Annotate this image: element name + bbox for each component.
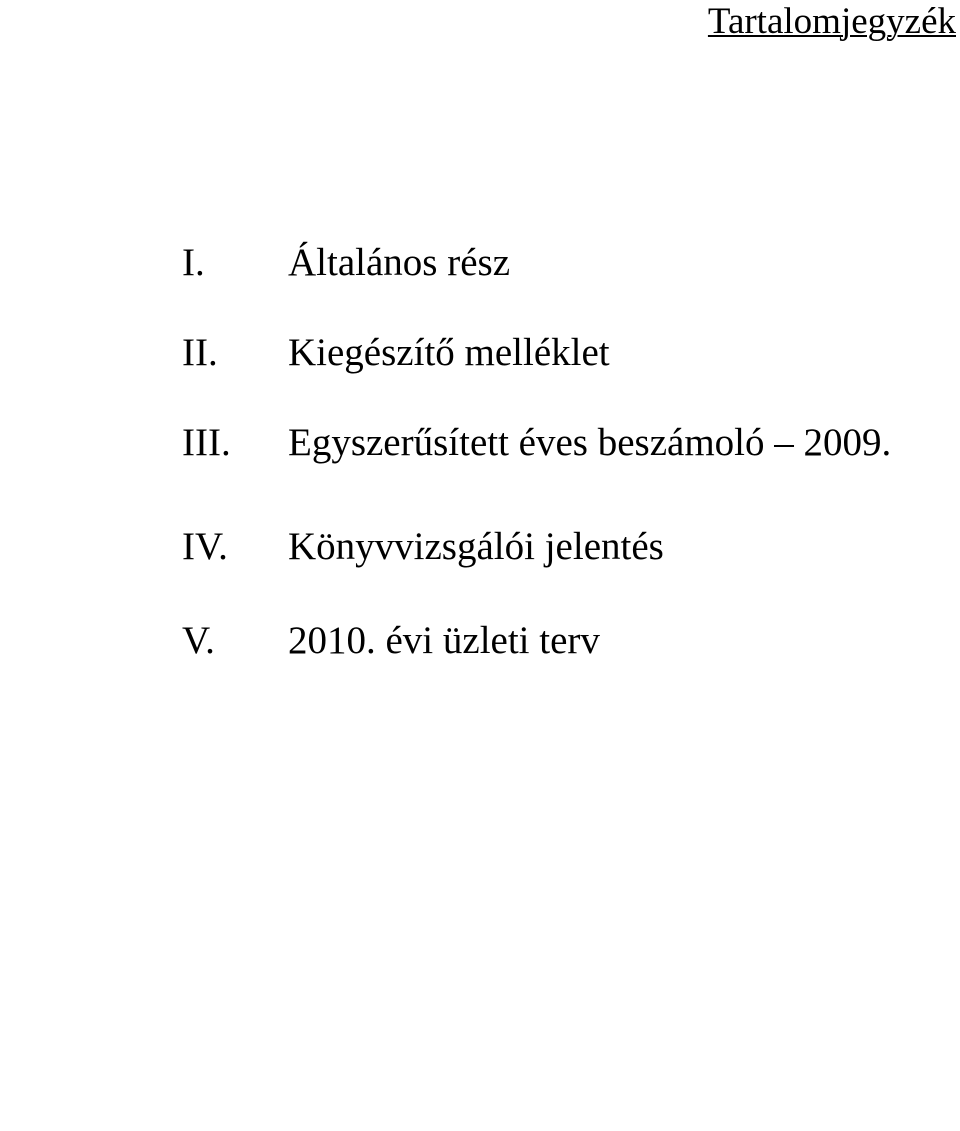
toc-entry-text: 2010. évi üzleti terv bbox=[288, 619, 600, 662]
toc-entry-number: III. bbox=[182, 421, 231, 464]
toc-entry-text: Kiegészítő melléklet bbox=[288, 331, 610, 374]
toc-entry-number: V. bbox=[182, 619, 215, 662]
toc-entry-text: Általános rész bbox=[288, 241, 511, 284]
toc-entry-text: Könyvvizsgálói jelentés bbox=[288, 525, 664, 568]
page-title: Tartalomjegyzék bbox=[707, 1, 956, 42]
toc-entry-5 bbox=[182, 616, 952, 666]
toc-entry-number: II. bbox=[182, 331, 218, 374]
toc-entry-number: I. bbox=[182, 241, 205, 284]
toc-entry-number: IV. bbox=[182, 525, 228, 568]
toc-entry-3 bbox=[182, 418, 952, 468]
toc-entry-1 bbox=[182, 238, 952, 288]
toc-entry-2 bbox=[182, 328, 952, 378]
toc-entry-text: Egyszerűsített éves beszámoló – 2009. bbox=[288, 421, 892, 464]
toc-entry-4 bbox=[182, 522, 952, 572]
